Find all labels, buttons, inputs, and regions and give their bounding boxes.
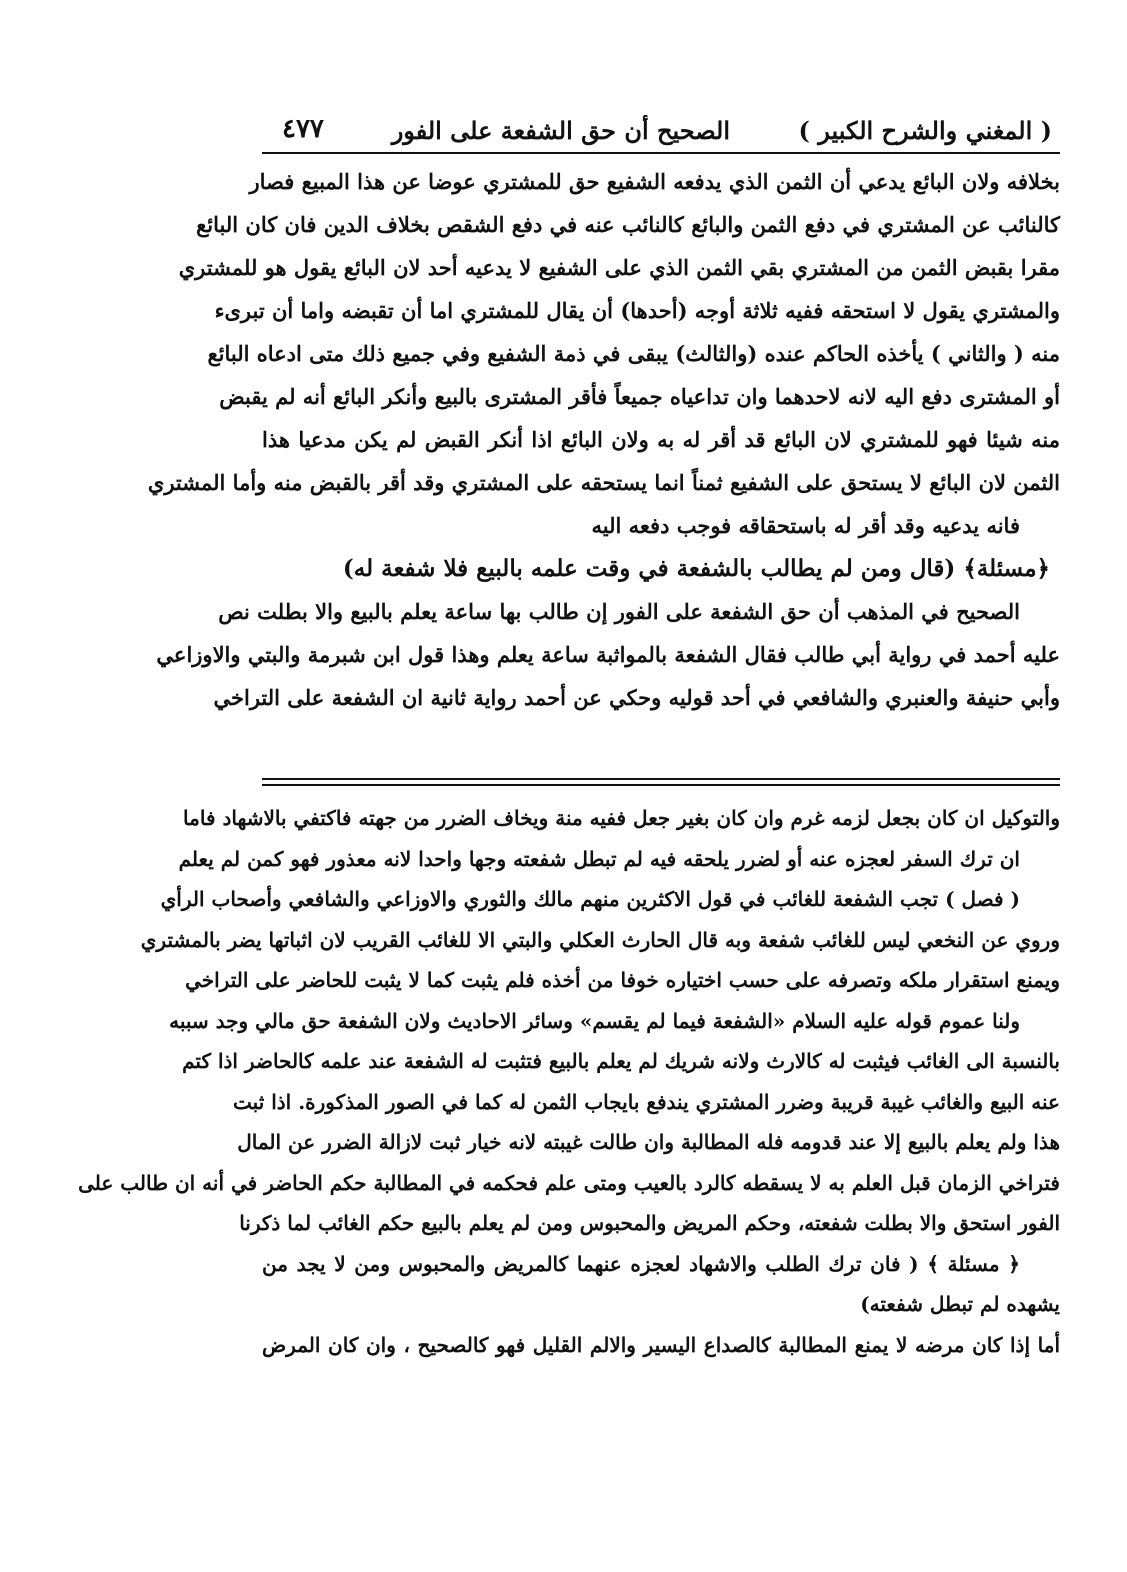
text-line: أما إذا كان مرضه لا يمنع المطالبة كالصداع اليسير والالم القليل فهو كالصحيح ، وان كان المرض — [262, 1332, 1060, 1357]
text-line: ولنا عموم قوله عليه السلام «الشفعة فيما لم يقسم» وسائر الاحاديث ولان الشفعة حق مالي وجد سببه — [169, 1008, 1020, 1033]
text-line: عليه أحمد في رواية أبي طالب فقال الشفعة بالمواثبة ساعة يعلم وهذا قول ابن شبرمة والبتي والاوزاعي — [156, 642, 1060, 667]
text-line: وأبي حنيفة والعنبري والشافعي في أحد قوليه وحكي عن أحمد رواية ثانية ان الشفعة على التراخي — [213, 685, 1060, 710]
text-line: ويمنع استقرار ملكه وتصرفه على حسب اختياره خوفا من أخذه فلم يثبت كما لا يثبت للحاضر على التراخي — [185, 968, 1060, 992]
masala-heading: ﴿ مسئلة ﴾ ( فان ترك الطلب والاشهاد لعجزه عنهما كالمريض والمحبوس ومن لا يجد من — [262, 1251, 1020, 1276]
text-line: الفور استحق والا بطلت شفعته، وحكم المريض والمحبوس ومن لم يعلم بالبيع حكم الغائب لما ذكرنا — [239, 1211, 1060, 1235]
page-header — [262, 112, 1060, 154]
text-line: منه ( والثاني ) يأخذه الحاكم عنده (والثالث) يبقى في ذمة الشفيع وفي جميع ذلك متى ادعاه البائع — [207, 341, 1060, 366]
text-line: أو المشترى دفع اليه لانه لاحدهما وان تداعياه جميعاً فأقر المشترى بالبيع وأنكر البائع أنه لم يقبض — [219, 384, 1060, 409]
text-line: منه شيئا فهو للمشتري لان البائع قد أقر له به ولان البائع اذا أنكر القبض لم يكن مدعيا هذا — [262, 427, 1060, 452]
text-line: كالنائب عن المشتري في دفع الثمن والبائع كالنائب عنه في دفع الشقص بخلاف الدين فان كان البائع — [196, 212, 1060, 237]
masala-heading: ﴿مسئلة﴾ (قال ومن لم يطالب بالشفعة في وقت علمه بالبيع فلا شفعة له) — [342, 555, 1050, 582]
text-line: وروي عن النخعي ليس للغائب شفعة وبه قال الحارث العكلي والبتي الا للغائب القريب لان اثباتها يضر بالمشتري — [140, 927, 1060, 952]
commentary-text-lower — [78, 798, 1060, 1365]
text-line: فتراخي الزمان قبل العلم به لا يسقطه كالرد بالعيب ومتى علم فحكمه في المطالبة حكم الحاضر في أنه ان طالب على — [78, 1170, 1060, 1195]
section-divider — [262, 778, 1060, 786]
section-title: الصحيح أن حق الشفعة على الفور — [391, 116, 730, 145]
text-line: فانه يدعيه وقد أقر له باستحقاقه فوجب دفعه اليه — [591, 513, 1020, 538]
text-line: بالنسبة الى الغائب فيثبت له كالارث ولانه شريك لم يعلم بالبيع فتثبت له الشفعة عند علمه كالحاضر اذا كتم — [182, 1049, 1060, 1073]
main-text-upper — [147, 160, 1060, 719]
text-line: يشهده لم تبطل شفعته) — [860, 1292, 1060, 1316]
book-title: ( المغني والشرح الكبير ) — [798, 116, 1052, 145]
text-line: بخلافه ولان البائع يدعي أن الثمن الذي يدفعه الشفيع حق للمشتري عوضا عن هذا المبيع فصار — [249, 169, 1060, 194]
text-line: مقرا بقبض الثمن من المشتري بقي الثمن الذي على الشفيع لا يدعيه أحد لان البائع يقول هو للمشتري — [178, 255, 1060, 280]
text-line: والمشتري يقول لا استحقه ففيه ثلاثة أوجه (أحدها) أن يقال للمشتري اما أن تقبضه واما أن تبرىء — [214, 298, 1060, 323]
text-line: الصحيح في المذهب أن حق الشفعة على الفور إن طالب بها ساعة يعلم بالبيع والا بطلت نص — [218, 599, 1020, 624]
text-line: الثمن لان البائع لا يستحق على الشفيع ثمناً انما يستحقه على المشتري وقد أقر بالقبض منه وأما المشتري — [147, 470, 1060, 495]
text-line: والتوكيل ان كان بجعل لزمه غرم وان كان بغير جعل ففيه منة ويخاف الضرر من جهته فاكتفي بالاشهاد فاما — [183, 806, 1060, 830]
text-line: ( فصل ) تجب الشفعة للغائب في قول الاكثرين منهم مالك والثوري والاوزاعي والشافعي وأصحاب الرأي — [160, 887, 1020, 911]
text-line: عنه البيع والغائب غيبة قريبة وضرر المشتري يندفع بايجاب الثمن له كما في الصور المذكورة. اذا ثبت — [233, 1089, 1060, 1114]
page-number: ٤٧٧ — [282, 114, 324, 144]
text-line: ان ترك السفر لعجزه عنه أو لضرر يلحقه فيه لم تبطل شفعته وجها واحدا لانه معذور فهو كمن لم يعلم — [178, 846, 1020, 871]
text-line: هذا ولم يعلم بالبيع إلا عند قدومه فله المطالبة وان طالت غيبته لانه خيار ثبت لازالة الضرر عن المال — [237, 1130, 1060, 1154]
